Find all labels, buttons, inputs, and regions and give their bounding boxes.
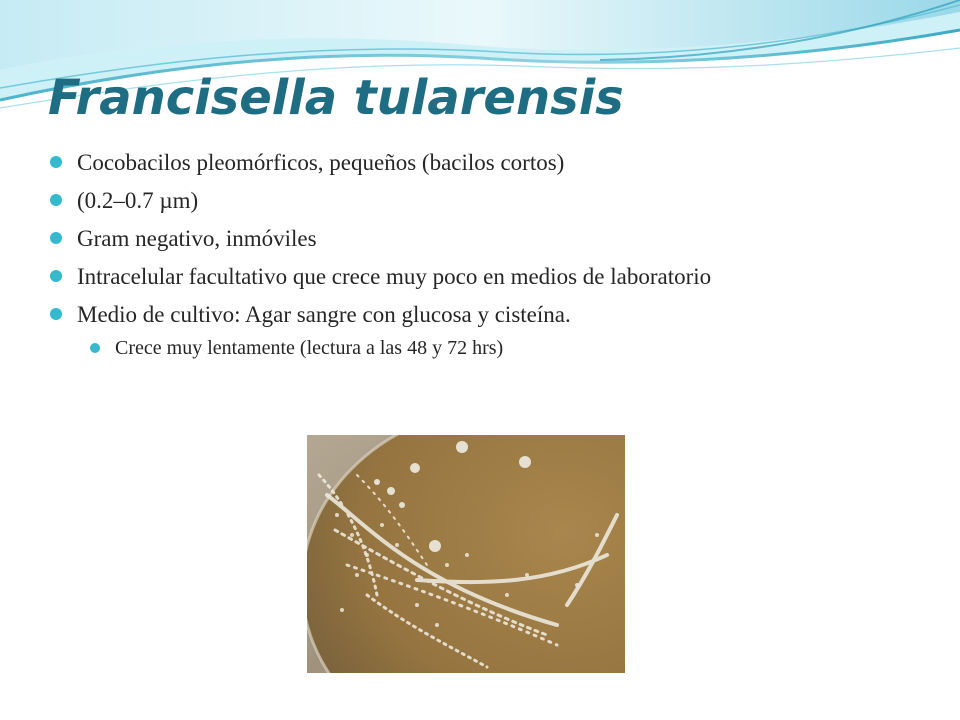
bullet-dot-icon <box>50 194 62 206</box>
bullet-dot-icon <box>50 156 62 168</box>
bullet-list <box>50 150 830 370</box>
bullet-text: Crece muy lentamente (lectura a las 48 y 72 hrs) <box>115 337 504 359</box>
bullet-dot-icon <box>50 232 62 244</box>
bullet-item <box>50 226 830 252</box>
bullet-dot-icon <box>50 308 62 320</box>
bullet-item <box>50 264 830 290</box>
slide-title: Francisella tularensis <box>48 70 624 126</box>
bullet-dot-icon <box>50 270 62 282</box>
bullet-text: Medio de cultivo: Agar sangre con glucosa y cisteína. <box>77 302 571 327</box>
bullet-text: Gram negativo, inmóviles <box>77 226 317 251</box>
bullet-text: Cocobacilos pleomórficos, pequeños (bacilos cortos) <box>77 150 565 175</box>
bullet-text: (0.2–0.7 µm) <box>77 188 199 213</box>
bullet-item <box>50 188 830 214</box>
bullet-dot-icon <box>90 343 100 353</box>
bullet-text: Intracelular facultativo que crece muy poco en medios de laboratorio <box>77 264 712 289</box>
sub-bullet-item <box>50 336 830 360</box>
bullet-item <box>50 302 830 328</box>
bullet-item <box>50 150 830 176</box>
culture-plate-photo <box>307 435 625 673</box>
